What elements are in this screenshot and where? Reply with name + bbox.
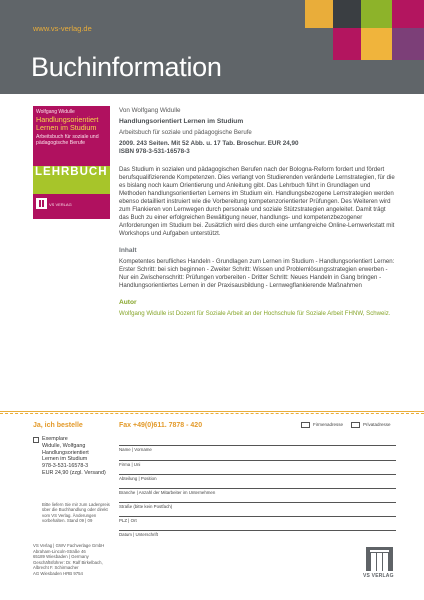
order-title: Ja, ich bestelle	[33, 422, 83, 429]
color-square	[305, 0, 333, 28]
cover-publisher: VS VERLAG	[49, 202, 72, 207]
vs-verlag-logo-text: VS VERLAG	[363, 573, 394, 579]
order-line: EUR 24,90 (zzgl. Versand)	[42, 469, 106, 476]
private-address-checkbox[interactable]	[351, 422, 360, 428]
name-field[interactable]	[119, 445, 396, 446]
street-field[interactable]	[119, 502, 396, 503]
cut-line	[0, 413, 424, 414]
quantity-checkbox[interactable]	[33, 437, 39, 443]
industry-field[interactable]	[119, 488, 396, 489]
street-label: Straße (bitte kein Postfach)	[119, 504, 173, 509]
author-bio: Wolfgang Widulle ist Dozent für Soziale Arbeit an der Hochschule für Soziale Arbeit FHNW, Schweiz.	[119, 310, 391, 317]
color-square	[361, 28, 392, 60]
order-note: Bitte liefern Sie mir zum Ladenpreis über die Buchhandlung oder direkt vom VS Verlag. Änderungen vorbehalten. Stand 09 | 09	[42, 502, 110, 523]
signature-label: Datum | Unterschrift	[119, 532, 158, 537]
book-meta	[119, 140, 396, 156]
color-square	[361, 0, 392, 28]
publisher-url[interactable]: www.vs-verlag.de	[33, 24, 92, 33]
page-header	[0, 0, 424, 94]
city-label: PLZ | Ort	[119, 518, 137, 523]
book-title: Handlungsorientiert Lernen im Studium	[119, 118, 244, 125]
publisher-line: AG Wiesbaden HRB 9754	[33, 570, 83, 576]
book-details: 2009. 243 Seiten. Mit 52 Abb. u. 17 Tab. Broschur. EUR 24,90	[119, 140, 299, 147]
color-square	[333, 0, 361, 28]
book-description: Das Studium in sozialen und pädagogischen Berufen nach der Bologna-Reform fordert und fördert berufsqualifizierende Kompetenzen. Dies verlangt von Studierenden veränderte Lernstrategien, für die es bislang noch kaum Orientierung und Anleitung gibt. Das Lehrbuch führt in Grundlagen und Methoden handlungsorientierten Lernens im Studium ein. Handlungsbezogene Lernstrategien werden ebenso detailliert instruiert wie die Vorbereitung kompetenzorientierter Prüfungen. Des Weiteren wird zum Flankieren von Lernwegen durch personale und soziale Stützstrategien angeleitet. Damit trägt das Buch zu einer erfolgreichen Bewältigung neuer, handlungs- und kompetenzbezogener Anforderungen im Studium bei. Zusätzlich wird dies durch eine umfangreiche Online-Lernwerkstatt mit Workshops und Aufgaben unterstützt.	[119, 166, 395, 237]
order-line: Handlungsorientiert	[42, 449, 89, 456]
cover-logo-icon	[36, 198, 47, 209]
cover-author: Wolfgang Widulle	[36, 109, 75, 115]
name-label: Name | Vorname	[119, 447, 152, 452]
vs-verlag-logo-icon	[366, 547, 393, 571]
company-address-label: Firmenadresse	[313, 422, 344, 428]
book-content: Kompetentes berufliches Handeln - Grundlagen zum Lernen im Studium - Handlungsorientiert Lernen: Erster Schritt: bei sich beginnen - Zweiter Schritt: Wissen und Problemlösungsstrategien erwerben - Nur ein Zwischenschritt: Prüfungen vorbereiten - Dritter Schritt: Neues Handeln in Gang bringen - Handlungsorientiertes Lernen in der Praxisausbildung - Lernwegflankierende Maßnahmen	[119, 258, 395, 289]
company-address-checkbox[interactable]	[301, 422, 310, 428]
publisher-address	[33, 543, 123, 577]
color-square	[392, 28, 424, 60]
department-label: Abteilung | Position	[119, 476, 157, 481]
author-heading: Autor	[119, 299, 137, 306]
private-address-label: Privatadresse	[363, 422, 391, 428]
company-address-option[interactable]	[301, 422, 343, 428]
order-line: Lernen im Studium	[42, 456, 88, 463]
order-line: Exemplare	[42, 436, 68, 442]
city-field[interactable]	[119, 516, 396, 517]
signature-field[interactable]	[119, 530, 396, 531]
company-label: Firma | Uni	[119, 462, 141, 467]
cover-subtitle: Arbeitsbuch für soziale und pädagogische Berufe	[36, 134, 99, 146]
publisher-line: 65189 Wiesbaden | Germany	[33, 554, 89, 560]
color-square	[333, 28, 361, 60]
publisher-line: Geschäftsführer: Dr. Ralf Birkelbach,	[33, 559, 103, 565]
book-info	[119, 107, 396, 318]
cover-series: LEHRBUCH	[35, 166, 108, 178]
cover-title: Handlungsorientiert Lernen im Studium	[36, 115, 99, 132]
cover-series-band	[33, 166, 110, 194]
book-author: Von Wolfgang Widulle	[119, 107, 181, 114]
book-isbn: ISBN 978-3-531-16578-3	[119, 148, 190, 155]
book-cover	[33, 106, 110, 219]
publisher-line: Abraham-Lincoln-Straße 46	[33, 548, 86, 554]
private-address-option[interactable]	[351, 422, 391, 428]
fax-number: Fax +49(0)611. 7878 - 420	[119, 422, 203, 429]
company-field[interactable]	[119, 460, 396, 461]
divider	[0, 411, 424, 412]
order-details	[42, 436, 114, 477]
industry-label: Branche | Anzahl der Mitarbeiter im Unternehmen	[119, 490, 216, 495]
color-square	[392, 0, 424, 28]
page-title: Buchinformation	[31, 52, 222, 82]
order-line: Widulle, Wolfgang	[42, 442, 86, 449]
order-line: 978-3-531-16578-3	[42, 463, 89, 470]
publisher-line: Albrecht F. Schirmacher	[33, 565, 79, 571]
publisher-line: VS Verlag | GWV Fachverlage GmbH	[33, 543, 105, 548]
book-subtitle: Arbeitsbuch für soziale und pädagogische Berufe	[119, 129, 252, 136]
department-field[interactable]	[119, 474, 396, 475]
content-heading: Inhalt	[119, 247, 137, 254]
